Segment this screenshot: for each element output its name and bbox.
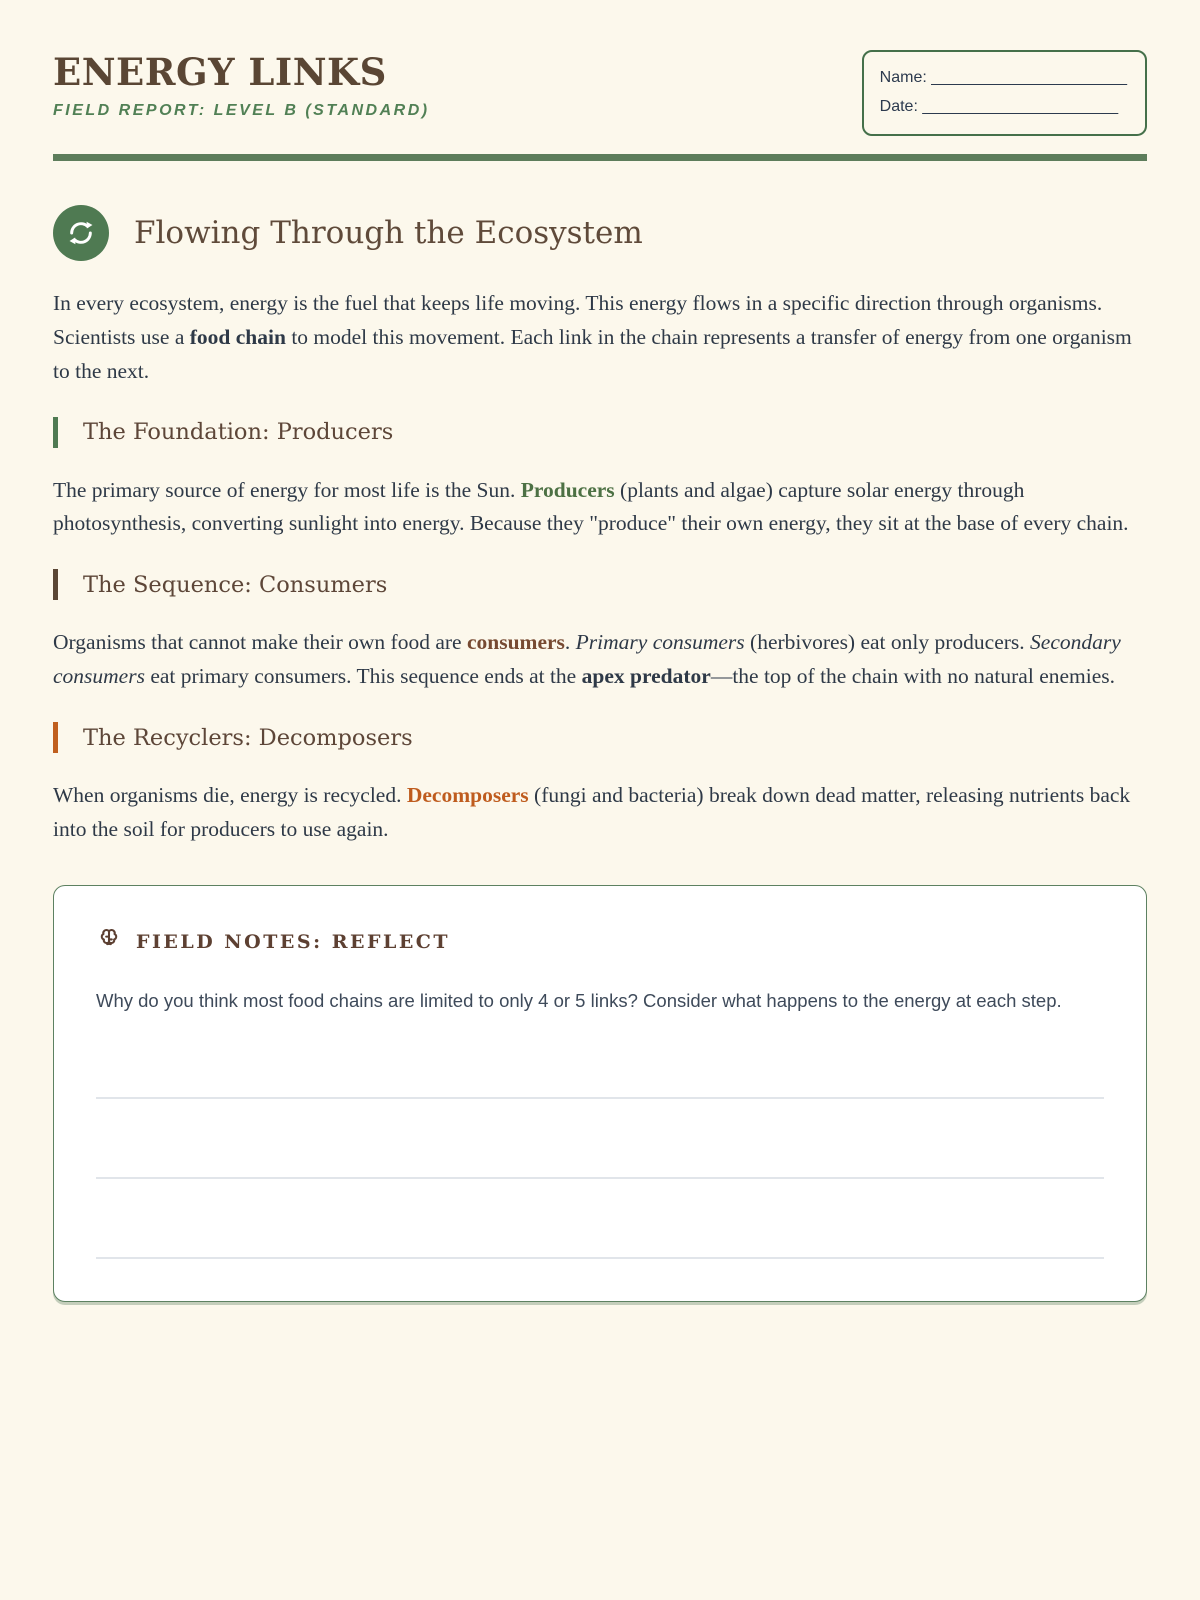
name-write-line[interactable]: ______________________ xyxy=(931,69,1127,86)
text-segment: In every ecosystem, energy is the fuel that keeps life moving. This energy flows in a specific direction through organisms. Scientists use a xyxy=(53,290,1103,349)
cycle-refresh-icon xyxy=(53,205,109,261)
section-title: The Foundation: Producers xyxy=(83,419,394,445)
name-field[interactable] xyxy=(880,64,1127,93)
section-accent-bar xyxy=(53,417,58,448)
emphasized-term: apex predator xyxy=(581,664,711,689)
field-notes-box xyxy=(53,885,1147,1302)
header-divider xyxy=(53,154,1147,161)
page-title: ENERGY LINKS xyxy=(53,50,387,94)
header xyxy=(53,0,1147,136)
emphasized-term: Decomposers xyxy=(406,783,529,808)
intro-paragraph xyxy=(53,287,1147,389)
answer-write-line[interactable] xyxy=(96,1019,1104,1099)
emphasized-term: Producers xyxy=(520,477,615,502)
date-field[interactable] xyxy=(880,93,1127,122)
answer-lines-container xyxy=(96,1019,1104,1259)
section-heading xyxy=(53,417,1147,448)
name-label: Name: xyxy=(879,69,927,86)
date-write-line[interactable]: ______________________ xyxy=(922,97,1119,115)
section-paragraph xyxy=(53,626,1147,694)
text-segment: Organisms that cannot make their own food are xyxy=(53,630,467,655)
field-notes-title: FIELD NOTES: REFLECT xyxy=(136,930,451,953)
section-accent-bar xyxy=(53,722,58,753)
text-segment: to model this movement. Each link in the chain represents a transfer of energy from one organism to the next. xyxy=(53,324,1132,383)
section-title: The Sequence: Consumers xyxy=(83,571,388,598)
section-heading xyxy=(53,569,1147,600)
text-segment: —the top of the chain with no natural enemies. xyxy=(710,664,1116,689)
text-segment: (herbivores) eat only producers. xyxy=(744,630,1031,655)
text-segment: (fungi and bacteria) break down dead matter, releasing nutrients back into the soil for producers to use again. xyxy=(53,783,1131,842)
section-paragraph xyxy=(53,474,1147,542)
reflect-prompt: Why do you think most food chains are limited to only 4 or 5 links? Consider what happens to the energy at each step. xyxy=(96,990,1062,1012)
text-segment: When organisms die, energy is recycled. xyxy=(53,783,407,808)
page-subtitle: FIELD REPORT: LEVEL B (STANDARD) xyxy=(53,102,430,119)
emphasized-term: Secondary consumers xyxy=(53,630,1121,689)
lesson-title: Flowing Through the Ecosystem xyxy=(134,214,643,251)
title-block xyxy=(53,50,430,120)
text-segment: (plants and algae) capture solar energy through photosynthesis, converting sunlight into energy. Because they "produce" their own energy, they sit at the base of every chain. xyxy=(53,477,1129,536)
emphasized-term: consumers xyxy=(466,630,565,655)
emphasized-term: food chain xyxy=(189,324,286,349)
section-paragraph xyxy=(53,779,1147,847)
section-accent-bar xyxy=(53,569,58,600)
name-date-box xyxy=(862,50,1147,136)
date-label: Date: xyxy=(879,97,918,115)
brain-icon xyxy=(96,926,122,957)
sections-container xyxy=(53,417,1147,848)
text-segment: The primary source of energy for most life is the Sun. xyxy=(53,477,521,502)
lesson-heading xyxy=(53,205,1147,261)
answer-write-line[interactable] xyxy=(96,1179,1104,1259)
text-segment: eat primary consumers. This sequence ends at the xyxy=(144,664,582,689)
emphasized-term: Primary consumers xyxy=(575,630,745,655)
section-title: The Recyclers: Decomposers xyxy=(83,724,413,751)
section-heading xyxy=(53,722,1147,753)
answer-write-line[interactable] xyxy=(96,1099,1104,1179)
field-notes-header xyxy=(96,926,1104,957)
text-segment: . xyxy=(564,630,576,655)
